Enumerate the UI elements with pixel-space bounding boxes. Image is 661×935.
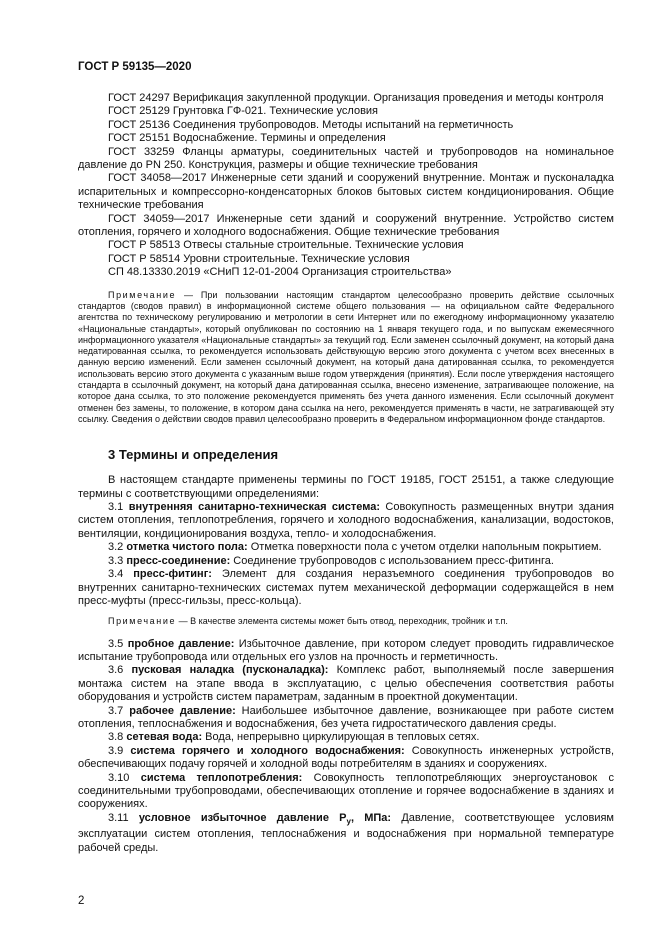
reference-item: ГОСТ 25136 Соединения трубопроводов. Методы испытаний на герметичность (108, 118, 514, 131)
reference-item: ГОСТ 34059—2017 Инженерные сети зданий и сооружений внутренние. Устройство систем отопления, горячего и холодного водоснабжения. Общие технические требования (78, 212, 614, 239)
term-entry (78, 705, 614, 732)
term-entry (78, 555, 614, 568)
term-number: 3.3 (108, 554, 124, 567)
note-references (78, 290, 614, 426)
reference-item: ГОСТ 33259 Фланцы арматуры, соединительных частей и трубопроводов на номинальное давление до PN 250. Конструкция, размеры и общие технические требования (78, 145, 614, 172)
reference-item: СП 48.13330.2019 «СНиП 12-01-2004 Организация строительства» (108, 266, 452, 279)
term-entry (78, 541, 614, 554)
term-definition: Элемент для создания неразъемного соединения трубопроводов во внутренних санитарно-технических системах путем механической деформации содержащейся в нем пресс-муфты (пресс-гильзы, пресс-кольца). (78, 568, 614, 607)
term-entry (78, 812, 614, 855)
term-entry (78, 501, 614, 541)
reference-list (78, 92, 614, 280)
note-text: — При пользовании настоящим стандартом целесообразно проверить действие ссылочных стандартов (сводов правил) в информационной системе общего пользования — на официальном сайте Федерального агентства по техническому регулированию и метрологии в сети Интернет или по ежегодному информационному указателю «Национальные стандарты», который опубликован по состоянию на 1 января текущего года, и по выпускам ежемесячного информационного указателя «Национальные стандарты» за текущий год. Если заменен ссылочный документ, на который дана недатированная ссылка, то рекомендуется использовать действующую версию этого документа с учетом всех внесенных в данную версию изменений. Если заменен ссылочный документ, на который дана датированная ссылка, то рекомендуется использовать версию этого документа с указанным выше годом утверждения (принятия). Если после утверждения настоящего стандарта в ссылочный документ, на который дана датированная ссылка, внесено изменение, затрагивающее положение, на которое дана ссылка, то это положение рекомендуется применять без учета данного изменения. Если ссылочный документ отменен без замены, то положение, в котором дана ссылка на него, рекомендуется применять в части, не затрагивающей эту ссылку. Сведения о действии сводов правил целесообразно проверить в Федеральном информационном фонде стандартов. (78, 289, 614, 424)
term-entry (78, 568, 614, 608)
term-definition: Наибольшее избыточное давление, возникающее при работе систем отопления, теплоснабжения и водоснабжения, без учета гидростатического давления среды. (78, 704, 614, 731)
document-header: ГОСТ Р 59135—2020 (78, 61, 192, 73)
term-number: 3.2 (108, 541, 124, 554)
term-name: система горячего и холодного водоснабжения: (130, 744, 405, 757)
term-definition: Отметка поверхности пола с учетом отделки напольным покрытием. (247, 541, 602, 554)
term-definition: Давление, соответствующее условиям эксплуатации систем отопления, теплоснабжения и водоснабжения при нормальной температуре рабочей среды. (78, 811, 614, 854)
term-name: сетевая вода: (126, 731, 203, 744)
term-definition: Избыточное давление, при котором следует проводить гидравлическое испытание трубопровода или отдельных его узлов на прочность и герметичность. (78, 637, 614, 664)
term-definition: Совокупность размещенных внутри здания систем отопления, теплопотребления, горячего и холодного водоснабжения, канализации, водостоков, вентиляции, кондиционирования воздуха, тепло- и холодоснабжения. (78, 501, 614, 540)
term-entry (78, 745, 614, 772)
term-name: рабочее давление: (129, 704, 236, 717)
term-name: пресс-соединение: (126, 554, 231, 567)
section-title: 3 Термины и определения (108, 447, 279, 463)
term-number: 3.9 (108, 744, 124, 757)
reference-item: ГОСТ 25129 Грунтовка ГФ-021. Технические условия (108, 105, 379, 118)
term-number: 3.7 (108, 704, 124, 717)
term-number: 3.4 (108, 568, 124, 581)
term-name: пробное давление: (127, 637, 235, 650)
term-definition: Соединение трубопроводов с использованием пресс-фитинга. (230, 554, 554, 567)
term-name: пусковая наладка (пусконаладка): (131, 664, 329, 677)
term-definition: Комплекс работ, выполняемый после завершения монтажа систем на этапе ввода в эксплуатацию, с целью обеспечения соответствия работы оборудования и устройств систем параметрам, заданным в проектной документации. (78, 664, 614, 704)
page-body (78, 92, 614, 855)
term-name: отметка чистого пола: (126, 541, 248, 554)
term-entry (78, 731, 614, 744)
section-intro: В настоящем стандарте применены термины по ГОСТ 19185, ГОСТ 25151, а также следующие термины с соответствующими определениями: (78, 474, 614, 500)
term-number: 3.8 (108, 731, 124, 744)
note-label: Примечание (108, 289, 177, 300)
reference-item: ГОСТ 25151 Водоснабжение. Термины и определения (108, 132, 386, 145)
term-number: 3.10 (108, 771, 130, 784)
term-number: 3.11 (108, 811, 129, 824)
term-entry (78, 638, 614, 665)
page-number: 2 (78, 895, 85, 907)
term-definition: Совокупность инженерных устройств, обеспечивающих подачу горячей и холодной воды потребителям в зданиях и сооружениях. (78, 744, 614, 771)
term-name-end: , МПа: (350, 811, 392, 824)
term-number: 3.1 (108, 501, 124, 514)
reference-item: ГОСТ Р 58513 Отвесы стальные строительные. Технические условия (108, 239, 464, 252)
term-definition: Вода, непрерывно циркулирующая в тепловых сетях. (202, 731, 480, 744)
term-number: 3.6 (108, 664, 124, 677)
term-definition: Совокупность теплопотребляющих энергоустановок с соединительными трубопроводами, обеспечивающих отопление и горячее водоснабжение в зданиях и сооружениях. (78, 771, 615, 811)
term-name-text: условное избыточное давление P (138, 811, 347, 824)
reference-item: ГОСТ Р 58514 Уровни строительные. Технические условия (108, 252, 410, 265)
reference-item: ГОСТ 34058—2017 Инженерные сети зданий и сооружений внутренние. Монтаж и пусконаладка испарительных и компрессорно-конденсаторных блоков бытовых систем кондиционирования. Общие технические требования (78, 172, 614, 212)
note-text: — В качестве элемента системы может быть отвод, переходник, тройник и т.п. (176, 616, 508, 627)
note-label: Примечание (108, 616, 177, 627)
term-entry (78, 664, 614, 704)
term-name: система теплопотребления: (140, 771, 303, 784)
reference-item: ГОСТ 24297 Верификация закупленной продукции. Организация проведения и методы контроля (108, 92, 604, 104)
term-number: 3.5 (108, 637, 124, 650)
term-name: внутренняя санитарно-техническая система: (128, 501, 381, 514)
term-name: пресс-фитинг: (133, 568, 212, 581)
term-subscript: у (346, 817, 351, 827)
term-name (138, 811, 392, 827)
note-element (78, 616, 614, 627)
term-entry (78, 772, 614, 812)
